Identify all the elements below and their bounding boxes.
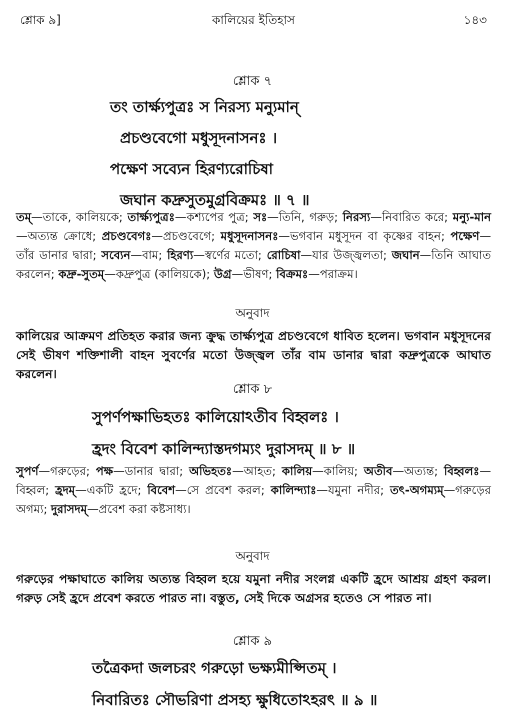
word-meaning: —নিবারিত করে; — [370, 210, 449, 224]
word-term: অতীব — [363, 464, 393, 478]
word-meaning: —তাকে, কালিয়কে; — [31, 210, 123, 224]
word-meaning: —বাম; — [130, 248, 163, 262]
word-term: মন্যু-মান — [452, 210, 492, 224]
verse-7-word-meanings — [0, 208, 505, 284]
word-meaning: —আহত; — [232, 464, 276, 478]
translation-7: কালিয়ের আক্রমণ প্রতিহত করার জন্য ক্রুদ্ধ তার্ক্ষ্যপুত্র প্রচণ্ডবেগে ধাবিত হলেন। ভগবান মধুসূদনের সেই ভীষণ শক্তিশালী বাহন সুবর্ণের মতো উজ্জ্বল তাঁর বাম ডানার দ্বারা কদ্রুপুত্রকে আঘাত করলেন। — [16, 329, 491, 381]
verse-8-line-1: সুপর্ণপক্ষাভিহতঃ কালিয়োঽতীব বিহ্বলঃ । — [92, 408, 339, 426]
word-term: উগ্র — [213, 267, 232, 281]
verse-7-line-3: পক্ষেণ সব্যেন হিরণ্যরোচিষা — [110, 160, 273, 178]
word-term: অভিহতঃ — [189, 464, 233, 478]
word-meaning: —যমুনা নদীর; — [316, 483, 384, 497]
word-term: নিরস্য — [342, 210, 371, 224]
word-meanings-7 — [16, 208, 491, 284]
word-term: বিক্রমঃ — [276, 267, 309, 281]
running-header — [20, 12, 487, 32]
word-term: মধুসূদনাসনঃ — [220, 229, 279, 243]
word-meaning: —গরুড়ের অগম্য; — [16, 483, 491, 516]
word-meaning: —কালিয়; — [312, 464, 358, 478]
word-term: হ্রদম্ — [55, 483, 76, 497]
word-meaning: —কশ্যপের পুত্র; — [174, 210, 249, 224]
word-meaning: —স্বর্ণের মতো; — [193, 248, 262, 262]
word-meaning: —ভীষণ; — [231, 267, 273, 281]
word-meaning: —পরাক্রম। — [308, 267, 358, 281]
verse-8-title: শ্লোক ৮ — [232, 382, 273, 397]
word-meaning: —ভগবান মধুসূদন বা কৃষ্ণের বাহন; — [278, 229, 445, 243]
verse-7-section — [0, 72, 505, 214]
word-meaning: —সে প্রবেশ করল; — [175, 483, 265, 497]
translation-8: গরুড়ের পক্ষাঘাতে কালিয় অত্যন্ত বিহ্বল হয়ে যমুনা নদীর সংলগ্ন একটি হ্রদে আশ্রয় গ্রহণ করল। গরুড় সেই হ্রদে প্রবেশ করতে পারত না। বস্তুত, সেই দিকে অগ্রসর হতেও সে পারত না। — [16, 572, 491, 605]
verse-9-line-1: তত্রৈকদা জলচরং গরুড়ো ভক্ষ্যমীপ্সিতম্ । — [92, 659, 337, 677]
word-meaning: —কদ্রুপুত্র (কালিয়কে); — [104, 267, 211, 281]
verse-9-section — [0, 632, 505, 714]
verse-7-line-4: জঘান কদ্রুসুতমুগ্রবিক্রমঃ ॥ ৭ ॥ — [120, 191, 310, 209]
verse-9-title: শ্লোক ৯ — [232, 634, 273, 649]
word-meaning: —প্রচণ্ডবেগে; — [151, 229, 216, 243]
verse-7-line-1: তং তার্ক্ষ্যপুত্রঃ স নিরস্য মন্যুমান্ — [110, 98, 299, 116]
word-term: প্রচণ্ডবেগঃ — [101, 229, 152, 243]
verse-7-line-2: প্রচণ্ডবেগো মধুসূদনাসনঃ । — [120, 129, 278, 147]
word-term: পক্ষ — [95, 464, 114, 478]
word-term: সঃ — [253, 210, 268, 224]
word-meaning: —প্রবেশ করা কষ্টসাধ্য। — [87, 502, 191, 516]
verse-7-translation — [0, 303, 505, 384]
verse-9-line-2: নিবারিতঃ সৌভরিণা প্রসহ্য ক্ষুধিতোঽহরৎ ॥ ৯ ॥ — [92, 691, 378, 709]
verse-8-section — [0, 380, 505, 463]
word-meaning: —গরুড়ের; — [38, 464, 90, 478]
word-term: বিবেশ — [147, 483, 176, 497]
word-term: রোচিষা — [266, 248, 301, 262]
word-term: সুপর্ণ — [16, 464, 39, 478]
header-verse-ref: শ্লোক ৯] — [20, 13, 61, 27]
page-number: ১৪৩ — [463, 13, 487, 27]
anuvad-heading-7: অনুবাদ — [235, 306, 270, 320]
word-term: কালিন্দ্যাঃ — [270, 483, 317, 497]
verse-8-line-2: হ্রদং বিবেশ কালিন্দ্যাস্তদগম্যং দুরাসদম্ ॥ ৮ ॥ — [92, 440, 356, 458]
word-meaning: —অত্যন্ত ক্রোধে; — [16, 229, 97, 243]
word-term: তার্ক্ষ্যপুত্রঃ — [127, 210, 175, 224]
word-meaning: —যার উজ্জ্বলতা; — [300, 248, 387, 262]
word-meaning: —বিহ্বল; — [16, 464, 492, 497]
verse-8-word-meanings — [0, 462, 505, 519]
verse-7-title: শ্লোক ৭ — [232, 74, 273, 89]
word-term: পক্ষেণ — [450, 229, 480, 243]
header-title: কালিয়ের ইতিহাস — [212, 13, 295, 27]
word-meaning: —ডানার দ্বারা; — [113, 464, 184, 478]
word-term: হিরণ্য — [167, 248, 194, 262]
word-term: তৎ-অগম্যম্ — [389, 483, 444, 497]
word-term: সব্যেন — [101, 248, 131, 262]
word-term: বিহ্বলঃ — [444, 464, 480, 478]
word-term: কালিয় — [281, 464, 313, 478]
word-meaning: —তাঁর ডানার দ্বারা; — [16, 229, 492, 262]
anuvad-heading-8: অনুবাদ — [235, 549, 270, 563]
word-term: কদ্রু-সুতম্ — [58, 267, 105, 281]
word-meaning: —তিনি আঘাত করলেন; — [16, 248, 492, 281]
word-meaning: —অত্যন্ত; — [392, 464, 439, 478]
word-meanings-8 — [16, 462, 491, 519]
word-meaning: —তিনি, গরুড়; — [267, 210, 339, 224]
word-term: জঘান — [391, 248, 420, 262]
word-meaning: —একটি হ্রদে; — [75, 483, 142, 497]
verse-8-translation — [0, 546, 505, 608]
word-term: দুরাসদম্ — [51, 502, 88, 516]
word-term: তম্ — [16, 210, 32, 224]
